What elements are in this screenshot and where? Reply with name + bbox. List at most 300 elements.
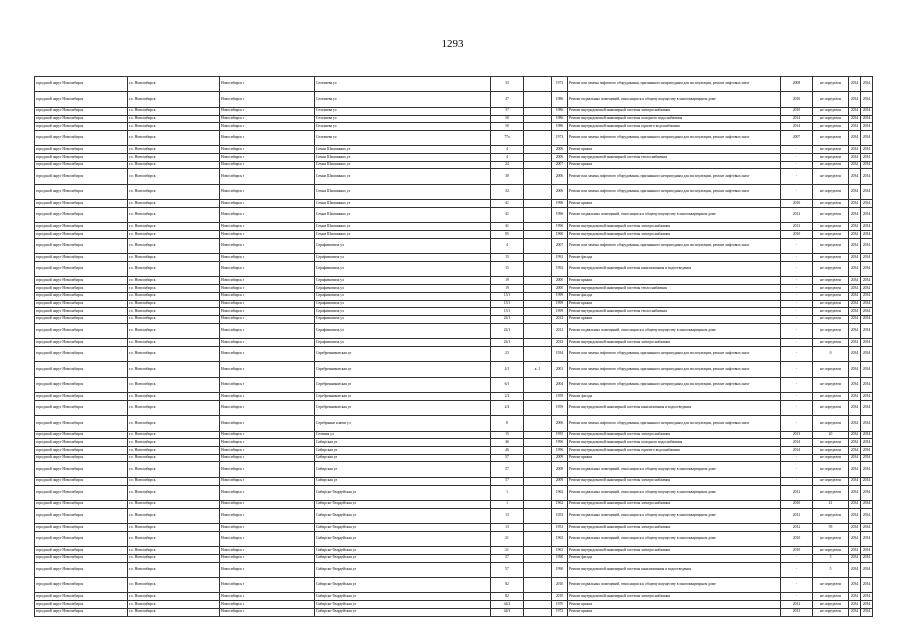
table-row [35, 107, 873, 115]
building-cell [524, 462, 552, 477]
street-cell: Семьи Шамшиных ул [315, 146, 491, 154]
plan-start-cell: 2034 [849, 362, 861, 377]
table-row [35, 161, 873, 169]
house-cell: 57 [491, 454, 524, 462]
municipality-cell: городской округ Новосибирск [35, 115, 128, 123]
house-cell: 50 [491, 115, 524, 123]
table-row [35, 308, 873, 316]
city-cell: Новосибирск г [220, 77, 315, 92]
plan-start-cell: 2034 [849, 416, 861, 431]
city-cell: Новосибирск г [220, 362, 315, 377]
wear-cell: не определен [813, 200, 849, 208]
building-cell [524, 115, 552, 123]
last-repair-year-cell: - [781, 308, 813, 316]
table-row [35, 285, 873, 293]
table-row [35, 323, 873, 338]
city-cell: Новосибирск г [220, 508, 315, 523]
street-cell: Серафимовича ул [315, 339, 491, 347]
municipality-cell: городской округ Новосибирск [35, 200, 128, 208]
district-cell: г.о. Новосибирск [128, 223, 220, 231]
year-built-cell: 1996 [552, 223, 568, 231]
city-cell: Новосибирск г [220, 115, 315, 123]
year-built-cell: 2009 [552, 454, 568, 462]
table-row [35, 200, 873, 208]
wear-cell: не определен [813, 339, 849, 347]
city-cell: Новосибирск г [220, 431, 315, 439]
plan-end-cell: 2034 [861, 454, 873, 462]
municipality-cell: городской округ Новосибирск [35, 524, 128, 532]
page-number: 1293 [441, 38, 464, 50]
building-cell [524, 184, 552, 199]
municipality-cell: городской округ Новосибирск [35, 308, 128, 316]
street-cell: Семьи Шамшиных ул [315, 231, 491, 239]
street-cell: Сибирско-Гвардейская ул [315, 547, 491, 555]
district-cell: г.о. Новосибирск [128, 292, 220, 300]
building-cell [524, 285, 552, 293]
year-built-cell: 1992 [552, 254, 568, 262]
house-cell: 4 [491, 146, 524, 154]
street-cell: Сечения ул [315, 431, 491, 439]
district-cell: г.о. Новосибирск [128, 608, 220, 616]
work-type-cell: Ремонт внутридомовой инженерной системы электроснабжения [568, 431, 781, 439]
work-type-cell: Ремонт крыши [568, 146, 781, 154]
table-row [35, 500, 873, 508]
district-cell: г.о. Новосибирск [128, 454, 220, 462]
municipality-cell: городской округ Новосибирск [35, 285, 128, 293]
table-row [35, 416, 873, 431]
building-cell [524, 439, 552, 447]
city-cell: Новосибирск г [220, 377, 315, 392]
work-type-cell: Ремонт или замена лифтового оборудования, признанного непригодным для эксплуатации, ремонт лифтовых шахт [568, 130, 781, 145]
work-type-cell: Ремонт внутридомовой инженерной системы электроснабжения [568, 524, 781, 532]
district-cell: г.о. Новосибирск [128, 146, 220, 154]
plan-end-cell: 2034 [861, 254, 873, 262]
wear-cell: не определен [813, 547, 849, 555]
city-cell: Новосибирск г [220, 339, 315, 347]
wear-cell: не определен [813, 130, 849, 145]
plan-end-cell: 2034 [861, 362, 873, 377]
plan-start-cell: 2034 [849, 300, 861, 308]
municipality-cell: городской округ Новосибирск [35, 323, 128, 338]
house-cell: 19 [491, 285, 524, 293]
last-repair-year-cell: - [781, 300, 813, 308]
year-built-cell: 1986 [552, 123, 568, 131]
district-cell: г.о. Новосибирск [128, 562, 220, 577]
wear-cell: не определен [813, 254, 849, 262]
street-cell: Селезнева ул [315, 92, 491, 107]
building-cell [524, 547, 552, 555]
building-cell [524, 107, 552, 115]
building-cell [524, 146, 552, 154]
municipality-cell: городской округ Новосибирск [35, 254, 128, 262]
work-type-cell: Ремонт или замена лифтового оборудования, признанного непригодным для эксплуатации, ремонт лифтовых шахт [568, 77, 781, 92]
wear-cell: не определен [813, 393, 849, 401]
plan-start-cell: 2034 [849, 346, 861, 361]
plan-end-cell: 2034 [861, 261, 873, 276]
plan-end-cell: 2034 [861, 107, 873, 115]
city-cell: Новосибирск г [220, 485, 315, 500]
municipality-cell: городской округ Новосибирск [35, 554, 128, 562]
district-cell: г.о. Новосибирск [128, 362, 220, 377]
district-cell: г.о. Новосибирск [128, 524, 220, 532]
city-cell: Новосибирск г [220, 439, 315, 447]
street-cell: Сибирско-Гвардейская ул [315, 500, 491, 508]
district-cell: г.о. Новосибирск [128, 531, 220, 546]
last-repair-year-cell: - [781, 400, 813, 415]
plan-start-cell: 2034 [849, 169, 861, 184]
house-cell: 21 [491, 547, 524, 555]
table-row [35, 277, 873, 285]
last-repair-year-cell: 2014 [781, 123, 813, 131]
year-built-cell: 1996 [552, 208, 568, 223]
last-repair-year-cell: - [781, 554, 813, 562]
district-cell: г.о. Новосибирск [128, 261, 220, 276]
year-built-cell: 1996 [552, 446, 568, 454]
plan-start-cell: 2034 [849, 308, 861, 316]
work-type-cell: Ремонт крыши [568, 454, 781, 462]
street-cell: Семьи Шамшиных ул [315, 184, 491, 199]
city-cell: Новосибирск г [220, 524, 315, 532]
plan-start-cell: 2034 [849, 446, 861, 454]
city-cell: Новосибирск г [220, 416, 315, 431]
plan-start-cell: 2034 [849, 439, 861, 447]
last-repair-year-cell: 2013 [781, 431, 813, 439]
building-cell [524, 254, 552, 262]
building-cell [524, 315, 552, 323]
district-cell: г.о. Новосибирск [128, 477, 220, 485]
municipality-cell: городской округ Новосибирск [35, 130, 128, 145]
plan-end-cell: 2034 [861, 169, 873, 184]
city-cell: Новосибирск г [220, 130, 315, 145]
table-row [35, 292, 873, 300]
street-cell: Семьи Шамшиных ул [315, 161, 491, 169]
plan-start-cell: 2034 [849, 377, 861, 392]
table-row [35, 462, 873, 477]
plan-start-cell: 2034 [849, 323, 861, 338]
last-repair-year-cell: 2008 [781, 77, 813, 92]
year-built-cell: 1962 [552, 500, 568, 508]
house-cell: 57 [491, 462, 524, 477]
plan-end-cell: 2034 [861, 462, 873, 477]
year-built-cell: 1990 [552, 562, 568, 577]
work-type-cell: Ремонт внутридомовой инженерной системы теплоснабжения [568, 154, 781, 162]
plan-start-cell: 2034 [849, 393, 861, 401]
table-row [35, 261, 873, 276]
wear-cell: не определен [813, 608, 849, 616]
plan-start-cell: 2034 [849, 608, 861, 616]
street-cell: Сибирско-Гвардейская ул [315, 562, 491, 577]
house-cell: 41 [491, 223, 524, 231]
table-row [35, 115, 873, 123]
building-cell [524, 339, 552, 347]
house-cell: 15 [491, 254, 524, 262]
plan-start-cell: 2034 [849, 292, 861, 300]
table-row [35, 315, 873, 323]
last-repair-year-cell: 2007 [781, 130, 813, 145]
city-cell: Новосибирск г [220, 462, 315, 477]
district-cell: г.о. Новосибирск [128, 315, 220, 323]
plan-start-cell: 2034 [849, 130, 861, 145]
city-cell: Новосибирск г [220, 254, 315, 262]
house-cell: 13 [491, 524, 524, 532]
wear-cell: не определен [813, 154, 849, 162]
street-cell: Сибирско-Гвардейская ул [315, 485, 491, 500]
table-row [35, 593, 873, 601]
table-row [35, 238, 873, 253]
municipality-cell: городской округ Новосибирск [35, 393, 128, 401]
municipality-cell: городской округ Новосибирск [35, 208, 128, 223]
municipality-cell: городской округ Новосибирск [35, 608, 128, 616]
district-cell: г.о. Новосибирск [128, 500, 220, 508]
year-built-cell: 1996 [552, 200, 568, 208]
district-cell: г.о. Новосибирск [128, 154, 220, 162]
work-type-cell: Ремонт крыши [568, 200, 781, 208]
wear-cell: не определен [813, 400, 849, 415]
plan-end-cell: 2034 [861, 200, 873, 208]
plan-end-cell: 2034 [861, 485, 873, 500]
last-repair-year-cell: - [781, 346, 813, 361]
year-built-cell: 2010 [552, 578, 568, 593]
house-cell: 15/1 [491, 308, 524, 316]
last-repair-year-cell: - [781, 578, 813, 593]
plan-end-cell: 2034 [861, 208, 873, 223]
plan-end-cell: 2034 [861, 508, 873, 523]
building-cell [524, 477, 552, 485]
building-cell [524, 292, 552, 300]
building-cell [524, 431, 552, 439]
city-cell: Новосибирск г [220, 323, 315, 338]
year-built-cell: 1986 [552, 92, 568, 107]
plan-end-cell: 2034 [861, 184, 873, 199]
city-cell: Новосибирск г [220, 446, 315, 454]
municipality-cell: городской округ Новосибирск [35, 500, 128, 508]
last-repair-year-cell: - [781, 362, 813, 377]
year-built-cell: 1963 [552, 531, 568, 546]
plan-end-cell: 2034 [861, 123, 873, 131]
house-cell: 50 [491, 123, 524, 131]
wear-cell: не определен [813, 123, 849, 131]
street-cell: Серебренниковская ул [315, 377, 491, 392]
table-row [35, 184, 873, 199]
table-row [35, 92, 873, 107]
street-cell: Серебренниковская ул [315, 346, 491, 361]
plan-end-cell: 2034 [861, 154, 873, 162]
house-cell: 44/2 [491, 601, 524, 609]
district-cell: г.о. Новосибирск [128, 130, 220, 145]
building-cell [524, 208, 552, 223]
street-cell: Сибирско-Гвардейская ул [315, 593, 491, 601]
building-cell [524, 531, 552, 546]
table-row [35, 547, 873, 555]
city-cell: Новосибирск г [220, 346, 315, 361]
last-repair-year-cell: 2010 [781, 547, 813, 555]
wear-cell: не определен [813, 208, 849, 223]
building-cell [524, 123, 552, 131]
plan-start-cell: 2034 [849, 315, 861, 323]
wear-cell: не определен [813, 92, 849, 107]
street-cell: Семьи Шамшиных ул [315, 154, 491, 162]
last-repair-year-cell: 2010 [781, 200, 813, 208]
district-cell: г.о. Новосибирск [128, 254, 220, 262]
city-cell: Новосибирск г [220, 92, 315, 107]
plan-start-cell: 2034 [849, 223, 861, 231]
city-cell: Новосибирск г [220, 154, 315, 162]
table-row [35, 508, 873, 523]
building-cell [524, 578, 552, 593]
district-cell: г.о. Новосибирск [128, 231, 220, 239]
work-type-cell: Ремонт подвальных помещений, относящихся к общему имуществу в многоквартирном доме [568, 462, 781, 477]
plan-start-cell: 2034 [849, 123, 861, 131]
city-cell: Новосибирск г [220, 123, 315, 131]
plan-end-cell: 2034 [861, 500, 873, 508]
district-cell: г.о. Новосибирск [128, 308, 220, 316]
table-row [35, 77, 873, 92]
last-repair-year-cell: - [781, 254, 813, 262]
last-repair-year-cell: 2010 [781, 531, 813, 546]
work-type-cell: Ремонт или замена лифтового оборудования, признанного непригодным для эксплуатации, ремонт лифтовых шахт [568, 416, 781, 431]
wear-cell: 20 [813, 431, 849, 439]
city-cell: Новосибирск г [220, 285, 315, 293]
street-cell: Селезнева ул [315, 77, 491, 92]
district-cell: г.о. Новосибирск [128, 400, 220, 415]
work-type-cell: Ремонт или замена лифтового оборудования, признанного непригодным для эксплуатации, ремонт лифтовых шахт [568, 238, 781, 253]
year-built-cell: 2006 [552, 154, 568, 162]
house-cell: 24/1 [491, 323, 524, 338]
building-cell [524, 300, 552, 308]
house-cell: 4 [491, 154, 524, 162]
table-row [35, 254, 873, 262]
last-repair-year-cell: 2010 [781, 92, 813, 107]
year-built-cell: 1959 [552, 393, 568, 401]
house-cell: 24 [491, 161, 524, 169]
city-cell: Новосибирск г [220, 477, 315, 485]
table-row [35, 608, 873, 616]
last-repair-year-cell: - [781, 261, 813, 276]
wear-cell: не определен [813, 277, 849, 285]
work-type-cell: Ремонт крыши [568, 315, 781, 323]
plan-start-cell: 2034 [849, 208, 861, 223]
street-cell: Селезнева ул [315, 107, 491, 115]
municipality-cell: городской округ Новосибирск [35, 362, 128, 377]
plan-end-cell: 2034 [861, 562, 873, 577]
wear-cell: не определен [813, 308, 849, 316]
city-cell: Новосибирск г [220, 238, 315, 253]
street-cell: Серафимовича ул [315, 315, 491, 323]
work-type-cell: Ремонт внутридомовой инженерной системы электроснабжения [568, 547, 781, 555]
city-cell: Новосибирск г [220, 400, 315, 415]
last-repair-year-cell: - [781, 292, 813, 300]
plan-end-cell: 2034 [861, 92, 873, 107]
city-cell: Новосибирск г [220, 500, 315, 508]
city-cell: Новосибирск г [220, 393, 315, 401]
house-cell: 2/2 [491, 400, 524, 415]
building-cell [524, 446, 552, 454]
municipality-cell: городской округ Новосибирск [35, 169, 128, 184]
street-cell: Серафимовича ул [315, 308, 491, 316]
plan-start-cell: 2034 [849, 200, 861, 208]
plan-end-cell: 2034 [861, 547, 873, 555]
city-cell: Новосибирск г [220, 161, 315, 169]
year-built-cell: 2012 [552, 339, 568, 347]
city-cell: Новосибирск г [220, 601, 315, 609]
work-type-cell: Ремонт внутридомовой инженерной системы электроснабжения [568, 500, 781, 508]
wear-cell: не определен [813, 261, 849, 276]
street-cell: Сибирская ул [315, 446, 491, 454]
city-cell: Новосибирск г [220, 169, 315, 184]
last-repair-year-cell: - [781, 184, 813, 199]
municipality-cell: городской округ Новосибирск [35, 292, 128, 300]
street-cell: Серебряные ключи ул [315, 416, 491, 431]
year-built-cell: 2000 [552, 277, 568, 285]
last-repair-year-cell: 2014 [781, 439, 813, 447]
building-cell [524, 400, 552, 415]
wear-cell: не определен [813, 601, 849, 609]
street-cell: Серафимовича ул [315, 323, 491, 338]
plan-start-cell: 2034 [849, 500, 861, 508]
district-cell: г.о. Новосибирск [128, 238, 220, 253]
building-cell [524, 323, 552, 338]
wear-cell: не определен [813, 231, 849, 239]
last-repair-year-cell: - [781, 169, 813, 184]
wear-cell: не определен [813, 462, 849, 477]
district-cell: г.о. Новосибирск [128, 107, 220, 115]
city-cell: Новосибирск г [220, 315, 315, 323]
city-cell: Новосибирск г [220, 208, 315, 223]
table-row [35, 477, 873, 485]
wear-cell: 41 [813, 500, 849, 508]
table-row [35, 154, 873, 162]
municipality-cell: городской округ Новосибирск [35, 161, 128, 169]
table-row [35, 362, 873, 377]
house-cell: 13 [491, 508, 524, 523]
city-cell: Новосибирск г [220, 308, 315, 316]
table-row [35, 439, 873, 447]
work-type-cell: Ремонт внутридомовой инженерной системы электроснабжения [568, 593, 781, 601]
house-cell: 33 [491, 77, 524, 92]
street-cell: Сибирско-Гвардейская ул [315, 524, 491, 532]
work-type-cell: Ремонт подвальных помещений, относящихся к общему имуществу в многоквартирном доме [568, 92, 781, 107]
street-cell: Сибирская ул [315, 439, 491, 447]
building-cell [524, 562, 552, 577]
district-cell: г.о. Новосибирск [128, 115, 220, 123]
district-cell: г.о. Новосибирск [128, 547, 220, 555]
last-repair-year-cell: - [781, 593, 813, 601]
house-cell: 82 [491, 578, 524, 593]
street-cell: Серебренниковская ул [315, 362, 491, 377]
street-cell: Серафимовича ул [315, 300, 491, 308]
plan-start-cell: 2034 [849, 601, 861, 609]
work-type-cell: Ремонт крыши [568, 608, 781, 616]
plan-end-cell: 2034 [861, 130, 873, 145]
table-row [35, 208, 873, 223]
city-cell: Новосибирск г [220, 107, 315, 115]
building-cell [524, 308, 552, 316]
year-built-cell: 2009 [552, 477, 568, 485]
plan-start-cell: 2034 [849, 261, 861, 276]
city-cell: Новосибирск г [220, 184, 315, 199]
building-cell [524, 231, 552, 239]
street-cell: Селезнева ул [315, 115, 491, 123]
municipality-cell: городской округ Новосибирск [35, 601, 128, 609]
work-type-cell: Ремонт фасада [568, 254, 781, 262]
house-cell: 57 [491, 562, 524, 577]
building-cell [524, 508, 552, 523]
street-cell: Серафимовича ул [315, 254, 491, 262]
table-row [35, 454, 873, 462]
last-repair-year-cell: 2014 [781, 115, 813, 123]
last-repair-year-cell: - [781, 154, 813, 162]
house-cell: 15 [491, 261, 524, 276]
